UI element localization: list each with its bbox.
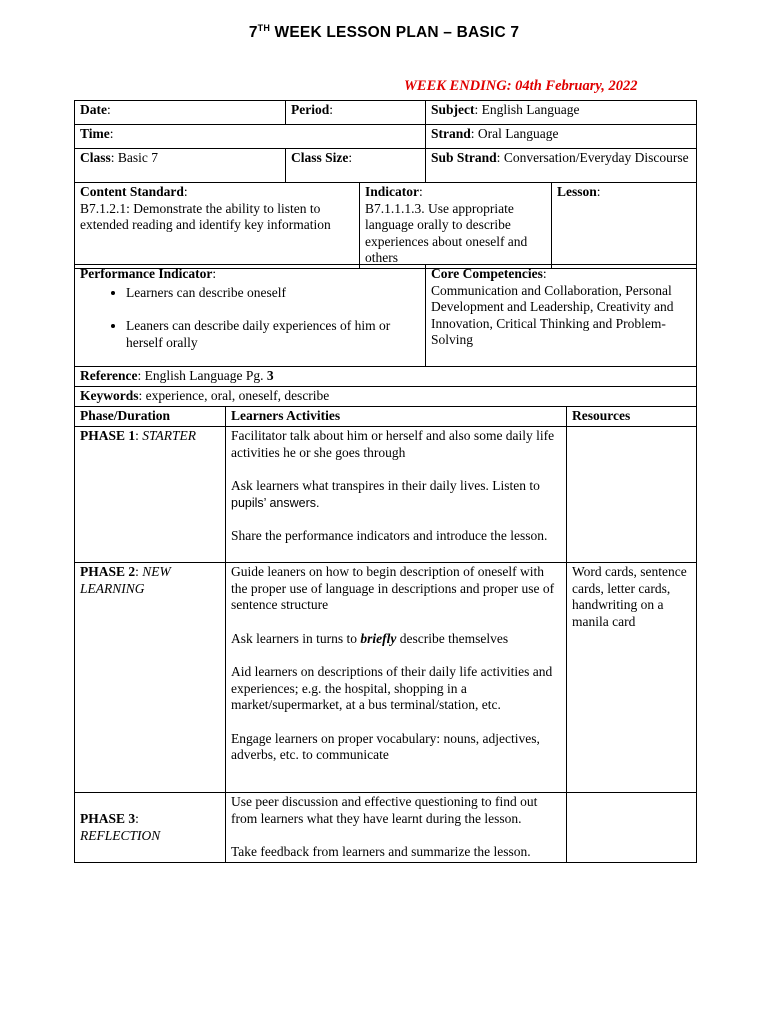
class-cell: Class: Basic 7 bbox=[75, 149, 286, 183]
list-item: • Leaners can describe daily experiences of him or herself orally bbox=[126, 318, 420, 351]
table-header: Resources bbox=[567, 407, 697, 427]
performance-list bbox=[80, 285, 420, 352]
class-size-cell: Class Size: bbox=[286, 149, 426, 183]
phase-1-label: PHASE 1: STARTER bbox=[75, 427, 226, 563]
table-row bbox=[75, 793, 697, 863]
performance-indicator-cell: Performance Indicator: • Learners can describe oneself • Leaners can describe daily experiences of him or herself orally bbox=[75, 265, 426, 367]
phase-1-resources bbox=[567, 427, 697, 563]
lesson-info-table bbox=[74, 100, 697, 183]
week-ending: WEEK ENDING: 04th February, 2022 bbox=[404, 78, 638, 94]
phase-3-label: PHASE 3: REFLECTION bbox=[75, 793, 226, 863]
table-header: Phase/Duration bbox=[75, 407, 226, 427]
strand-cell: Strand: Oral Language bbox=[426, 125, 697, 149]
core-competencies-cell: Core Competencies: Communication and Collaboration, Personal Development and Leadership, Creativity and Innovation, Critical Thinking and Problem-Solving bbox=[426, 265, 697, 367]
list-item: • Learners can describe oneself bbox=[126, 285, 420, 302]
phase-3-activities: Use peer discussion and effective questioning to find out from learners what they have learnt during the lesson. Take feedback from learners and summarize the lesson. bbox=[226, 793, 567, 863]
standards-table bbox=[74, 182, 697, 269]
phase-3-resources bbox=[567, 793, 697, 863]
subject-cell: Subject: English Language bbox=[426, 101, 697, 125]
period-cell: Period: bbox=[286, 101, 426, 125]
phase-1-activities: Facilitator talk about him or herself and also some daily life activities he or she goes through Ask learners what transpires in their daily lives. Listen to pupils’ answers. Share the performance indicators and introduce the lesson. bbox=[226, 427, 567, 563]
reference-cell: Reference: English Language Pg. 3 bbox=[75, 367, 697, 387]
sub-strand-cell: Sub Strand: Conversation/Everyday Discourse bbox=[426, 149, 697, 183]
keywords-cell: Keywords: experience, oral, oneself, describe bbox=[75, 387, 697, 407]
phase-2-label: PHASE 2: NEW LEARNING bbox=[75, 563, 226, 793]
performance-table bbox=[74, 264, 697, 367]
indicator-cell: Indicator: B7.1.1.1.3. Use appropriate language orally to describe experiences about oneself and others bbox=[360, 183, 552, 269]
table-header: Learners Activities bbox=[226, 407, 567, 427]
phase-2-activities: Guide leaners on how to begin description of oneself with the proper use of language in descriptions and proper use of sentence structure Ask learners in turns to briefly describe themselves Aid learners on descriptions of their daily life activities and experiences; e.g. the hospital, shopping in a market/supermarket, at a bus terminal/station, etc. Engage learners on proper vocabulary: nouns, adjectives, adverbs, etc. to communicate bbox=[226, 563, 567, 793]
table-row bbox=[75, 427, 697, 563]
phases-table bbox=[74, 366, 697, 863]
content-standard-cell: Content Standard: B7.1.2.1: Demonstrate the ability to listen to extended reading and identify key information bbox=[75, 183, 360, 269]
page-title: 7TH WEEK LESSON PLAN – BASIC 7 bbox=[248, 23, 520, 41]
date-cell: Date: bbox=[75, 101, 286, 125]
lesson-cell: Lesson: bbox=[552, 183, 697, 269]
time-cell: Time: bbox=[75, 125, 426, 149]
phase-2-resources: Word cards, sentence cards, letter cards, handwriting on a manila card bbox=[567, 563, 697, 793]
table-row bbox=[75, 563, 697, 793]
